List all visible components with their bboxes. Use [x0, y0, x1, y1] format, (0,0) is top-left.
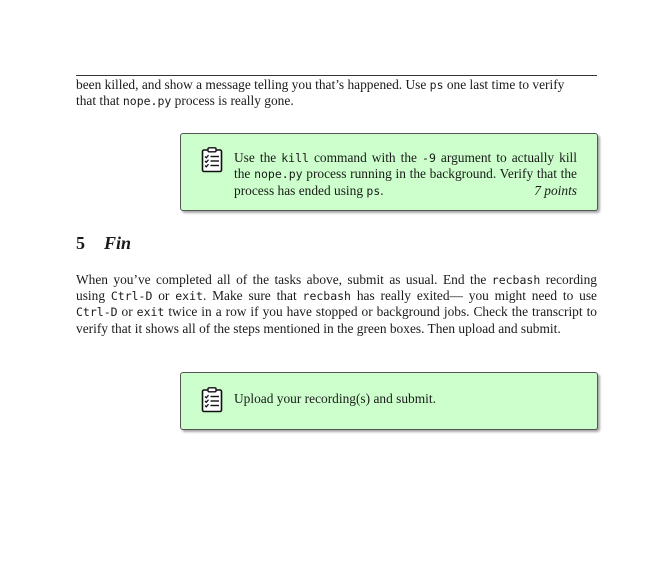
task-box-kill [180, 133, 598, 211]
body-text: or [152, 288, 176, 304]
task-text: . [380, 182, 384, 198]
body-text: . Make sure that [202, 288, 303, 304]
inline-code: ps [366, 183, 381, 198]
inline-code: exit [175, 289, 203, 304]
task-text: argument to actually kill the [234, 150, 577, 182]
final-paragraph [76, 272, 597, 337]
body-text: When you’ve completed all of the tasks above, submit as usual. End the [76, 272, 492, 287]
inline-code: ps [429, 78, 444, 92]
task-box-submit [180, 372, 598, 430]
task-text: command with the [308, 150, 423, 165]
task-submit-text [234, 391, 577, 407]
inline-code: -9 [422, 151, 436, 165]
checklist-icon [201, 147, 223, 173]
intro-text: process is really gone. [171, 93, 294, 109]
task-kill-text [234, 150, 577, 199]
inline-code: recbash [302, 289, 351, 304]
section-number: 5 [76, 233, 85, 253]
inline-code: exit [136, 305, 165, 320]
inline-code: nope.py [254, 167, 303, 182]
inline-code: Ctrl-D [110, 289, 153, 304]
section-heading [76, 233, 131, 254]
body-text: or [117, 304, 137, 320]
task-text: Upload your recording(s) and submit. [234, 391, 436, 406]
inline-code: kill [281, 151, 309, 165]
intro-text: one last time to verify [443, 77, 565, 92]
intro-paragraph [76, 77, 597, 109]
intro-text: that that [76, 93, 123, 109]
points-label: 7 points [534, 182, 577, 198]
top-rule [76, 75, 597, 76]
body-text: has really exited— you might need to use [350, 288, 597, 304]
checklist-icon [201, 387, 223, 413]
task-text: Use the [234, 150, 282, 165]
inline-code: nope.py [122, 94, 172, 109]
body-text: recording using [76, 272, 597, 304]
section-title: Fin [104, 233, 132, 253]
task-text: process running in the background. Verify that the process has ended using [234, 166, 577, 198]
inline-code: Ctrl-D [76, 305, 118, 320]
inline-code: recbash [491, 273, 541, 287]
body-text: twice in a row if you have stopped or background jobs. Check the transcript to verify that it shows all of the steps mentioned in the green boxes. Then upload and submit. [76, 304, 597, 336]
intro-text: been killed, and show a message telling you that’s happened. Use [76, 77, 430, 92]
